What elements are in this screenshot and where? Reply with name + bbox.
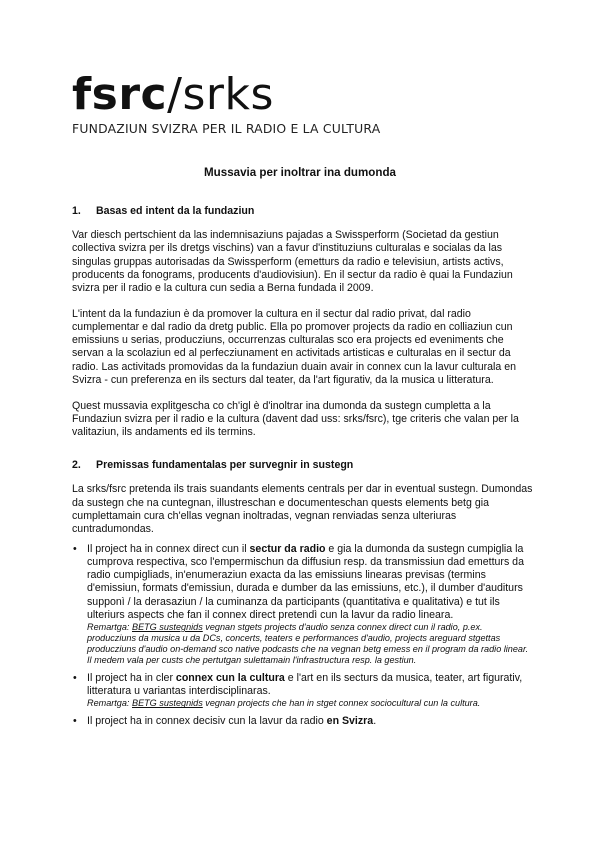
logo <box>72 69 381 136</box>
org-name: FUNDAZIUN SVIZRA PER IL RADIO E LA CULTURA <box>72 121 381 136</box>
remark: Remartga: BETG sustegnids vegnan projects che han in stget connex sociocultural cun la cultura. <box>87 698 481 709</box>
section-1-title: Basas ed intent da la fundaziun <box>96 205 255 217</box>
section-1-paragraph-3: Quest mussavia explitgescha co ch'igl è d'inoltrar ina dumonda da sustegn cumpletta a la Fundaziun svizra per il radio e la cultura (davent dad uss: srks/fsrc), tge criteris che valan per la valitaziun, ils andaments ed ils termins. <box>72 399 519 439</box>
section-1-paragraph-2: L'intent da la fundaziun è da promover la cultura en il sectur dal radio privat, dal radio cumplementar e dal radio da dretg public. Ella po promover projects da radio en colliaziun cun emissiuns u serias, producziuns, occurrenzas culturalas sco era projects ed eveniments che servan a la scolaziun ed al perfecziunament en activitads artisticas e culturalas en il sectur da radio. Las activitads promovidas da la fundaziun duain avair in connex cun la lavur culturala en Svizra - cun preferenza en ils secturs dal teater, da l'art figurativ, da la musica u litteratura. <box>72 307 517 386</box>
logo-fsrc: fsrc <box>72 69 168 120</box>
section-1-heading <box>72 205 534 218</box>
remark-underline: BETG sustegnids <box>132 698 203 709</box>
section-1-paragraph-1: Var diesch pertschient da las indemnisaziuns pajadas a Swissperform (Societad da gestiun collectiva svizra per ils dretgs vischins) van a favur d'instituziuns culturalas e socialas da las singulas gruppas autorisadas da Swissperform (emetturs da radio e televisiun, artists activs, producents da fonograms, producents d'audiovisiun). En il sectur da radio è quai la Fundaziun svizra per il radio e la cultura cun sedia a Berna fundada il 2009. <box>72 229 513 295</box>
remark-underline: BETG sustegnids <box>132 622 203 633</box>
list-item: • Il project ha in connex direct cun il sectur da radio e gia la dumonda da sustegn cumpiglia la cumprova respectiva, sco l'empermischun da diffusiun resp. da transmissiun dad emetturs da radio cumpigliads, in'enumeraziun exacta da las emissiuns linearas previsas (termins d'emissiun, formats d'emissiun, durada e dumber da las emissiuns, etc.), il dumber d'auditurs supponì / la derasaziun / la cuminanza da participants (quantitativa e qualitativa) e tut ils ulteriurs aspects che fan il connex direct pretendì cun la lavur da radio lineara. Remartga: BETG sustegnids vegnan stgets projects d'audio senza connex direct cun il radio, p.ex. producziuns da musica u da DCs, concerts, teaters e performances d'audio, projects areguard stgettas producziuns d'audio on-demand sco native podcasts che na vegnan betg emess en il program da radio linear. Il medem vala per custs che pertutgan sulettamain l'infrastructura resp. la gestiun. <box>72 543 534 666</box>
logo-srks: /srks <box>167 69 274 120</box>
requirements-list <box>72 543 534 729</box>
section-2-number: 2. <box>72 459 81 472</box>
document-body <box>72 205 534 735</box>
emphasis: en Svizra <box>326 715 374 728</box>
section-2-paragraph-1: La srks/fsrc pretenda ils trais suandants elements centrals per dar in eventual sustegn. Dumondas da sustegn che na cuntegnan, illustreschan e documenteschan quests elements betg gia cumplettamain cura ch'ellas vegnan inoltradas, vegnan renviadas senza ulteriuras cuntradumondas. <box>72 483 533 536</box>
section-1-number: 1. <box>72 205 81 217</box>
logo-mark <box>72 69 380 120</box>
emphasis: sectur da radio <box>249 542 326 555</box>
section-2-title: Premissas fundamentalas per survegnir in sustegn <box>96 459 354 472</box>
list-item: • Il project ha in connex decisiv cun la lavur da radio en Svizra. <box>72 715 534 728</box>
remark: Remartga: BETG sustegnids vegnan stgets projects d'audio senza connex direct cun il radio, p.ex. producziuns da musica u da DCs, concerts, teaters e performances d'audio, projects areguard stgettas producziuns d'audio on-demand sco native podcasts che na vegnan betg emess en il program da radio linear. Il medem vala per custs che pertutgan sulettamain l'infrastructura resp. la gestiun. <box>87 622 529 666</box>
list-item: • Il project ha in cler connex cun la cultura e l'art en ils secturs da musica, teater, art figurativ, litteratura u variantas interdisciplinaras. Remartga: BETG sustegnids vegnan projects che han in stget connex sociocultural cun la cultura. <box>72 672 534 709</box>
document-title: Mussavia per inoltrar ina dumonda <box>204 166 396 179</box>
section-2-heading <box>72 459 534 472</box>
emphasis: connex cun la cultura <box>175 672 285 685</box>
